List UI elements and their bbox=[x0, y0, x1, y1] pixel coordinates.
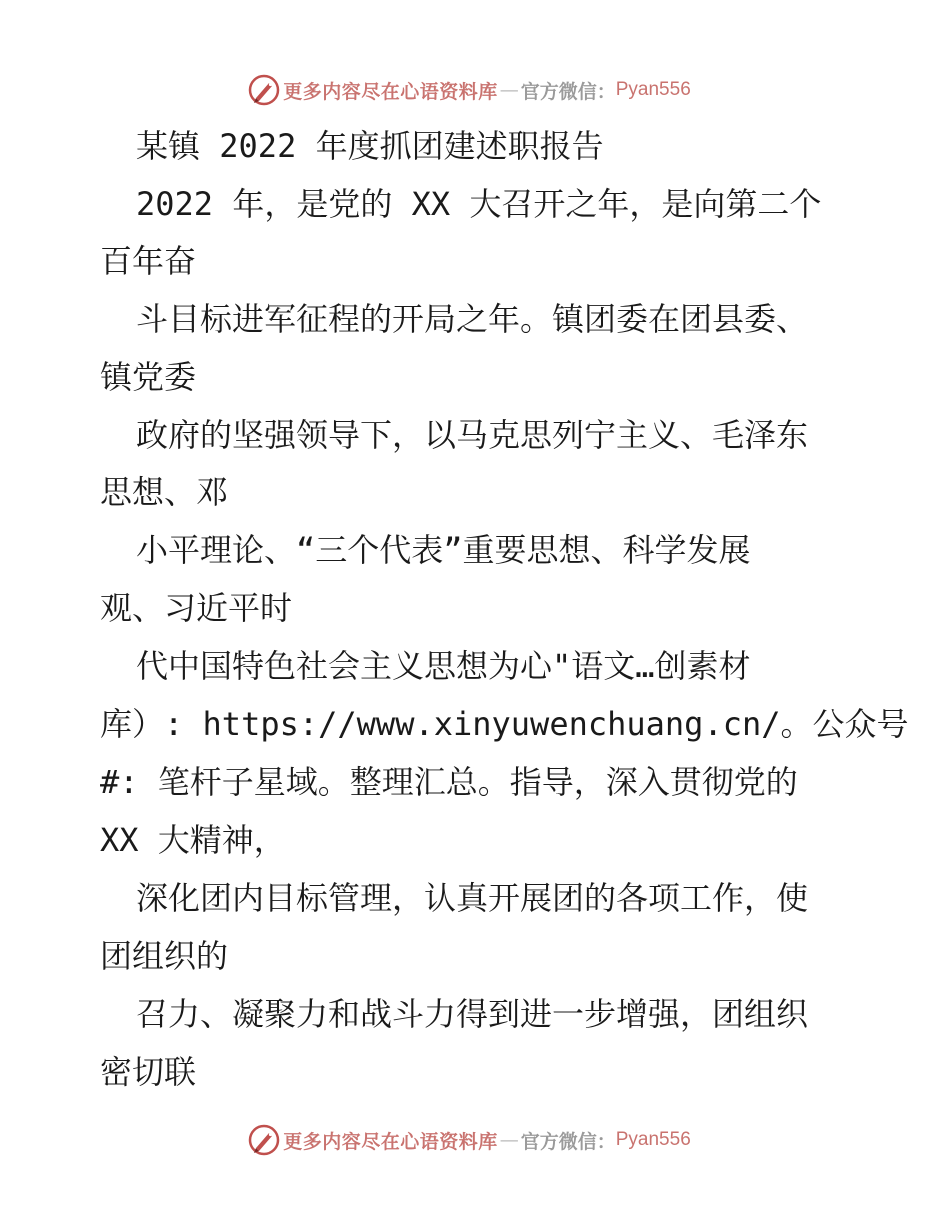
header-banner bbox=[0, 70, 950, 110]
text-line: 百年奋 bbox=[100, 242, 197, 280]
text-line: 观、习近平时 bbox=[100, 589, 293, 627]
banner-wechat-label: 官方微信： bbox=[520, 80, 616, 103]
text-line: 2022 年，是党的 XX 大召开之年，是向第二个 bbox=[136, 185, 822, 223]
text-line: 小平理论、“三个代表”重要思想、科学发展 bbox=[136, 531, 751, 569]
text-line: XX 大精神， bbox=[100, 821, 286, 859]
text-line: 思想、邓 bbox=[100, 473, 229, 511]
text-line: 深化团内目标管理，认真开展团的各项工作，使 bbox=[136, 879, 809, 917]
text-line: 库）: https://www.xinyuwenchuang.cn/。公众号 bbox=[100, 705, 909, 743]
text-line: 斗目标进军征程的开局之年。镇团委在团县委、 bbox=[136, 300, 809, 338]
text-line: #: 笔杆子星域。整理汇总。指导，深入贯彻党的 bbox=[100, 763, 798, 801]
banner-dash: — bbox=[499, 1129, 519, 1151]
banner-wechat-label: 官方微信： bbox=[520, 1130, 616, 1153]
banner-site-text: 更多内容尽在心语资料库 bbox=[283, 1130, 498, 1153]
banner-dash: — bbox=[499, 79, 519, 101]
banner-wechat-id: Pyan556 bbox=[615, 79, 691, 100]
pen-logo-icon bbox=[247, 73, 281, 107]
text-line: 代中国特色社会主义思想为心"语文…创素材 bbox=[136, 647, 751, 685]
text-line: 政府的坚强领导下，以马克思列宁主义、毛泽东 bbox=[136, 416, 809, 454]
banner-site-text: 更多内容尽在心语资料库 bbox=[283, 80, 498, 103]
footer-banner bbox=[0, 1120, 950, 1160]
text-line: 召力、凝聚力和战斗力得到进一步增强，团组织 bbox=[136, 995, 809, 1033]
text-line: 密切联 bbox=[100, 1053, 197, 1091]
document-title: 某镇 2022 年度抓团建述职报告 bbox=[136, 127, 604, 165]
banner-wechat-id: Pyan556 bbox=[615, 1129, 691, 1150]
text-line: 团组织的 bbox=[100, 937, 229, 975]
text-line: 镇党委 bbox=[100, 358, 197, 396]
pen-logo-icon bbox=[247, 1123, 281, 1157]
